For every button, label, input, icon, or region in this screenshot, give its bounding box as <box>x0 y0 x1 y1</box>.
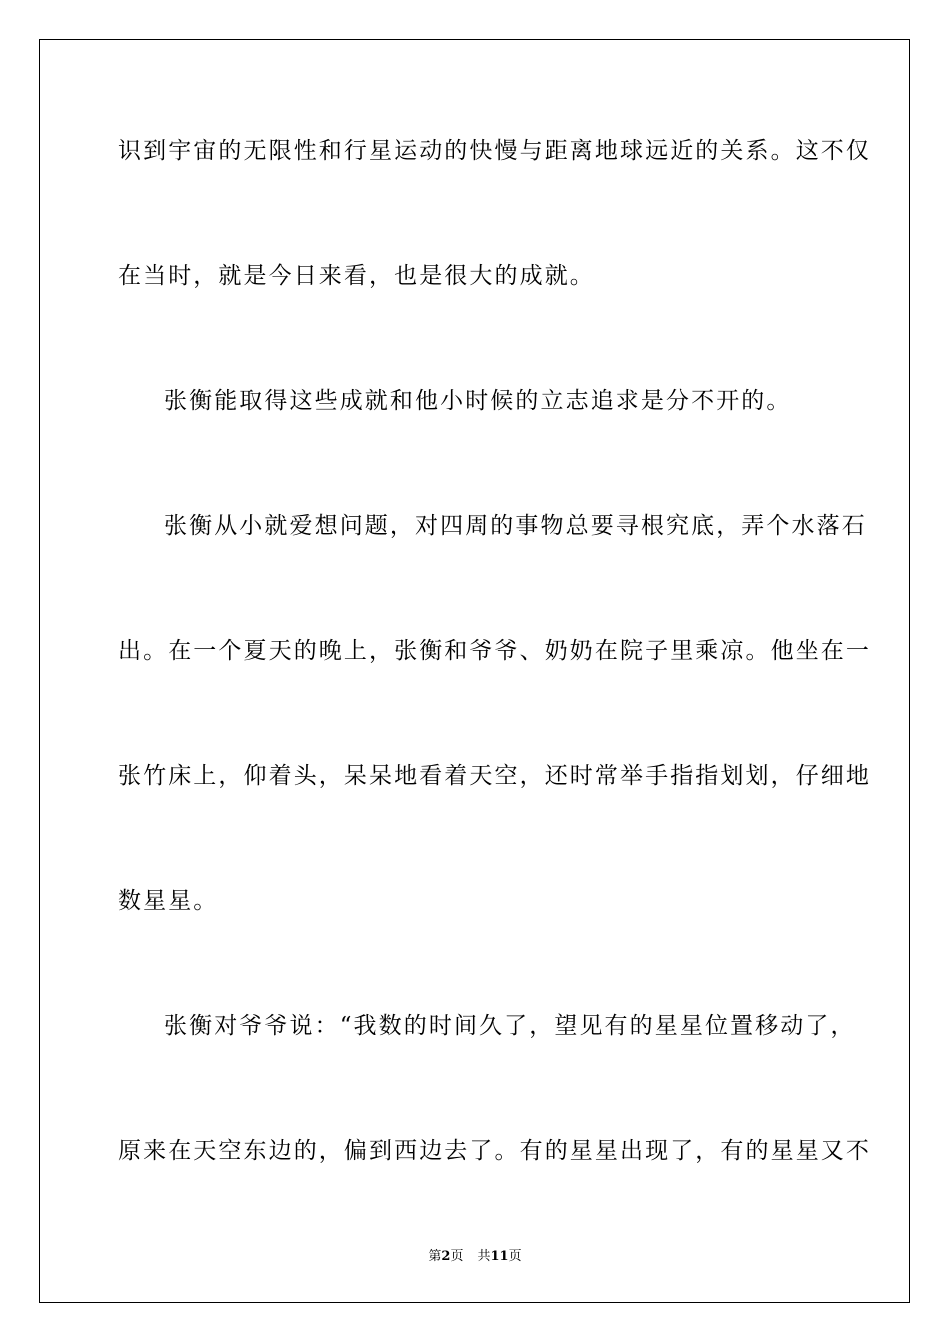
paragraph-line: 张衡能取得这些成就和他小时候的立志追求是分不开的。 <box>164 388 792 414</box>
text-line: 在当时，就是今日来看，也是很大的成就。 <box>118 263 595 289</box>
paragraph-line: 张衡从小就爱想问题，对四周的事物总要寻根究底，弄个水落石 <box>164 513 867 539</box>
text-line: 原来在天空东边的，偏到西边去了。有的星星出现了，有的星星又不 <box>118 1138 871 1164</box>
text-line: 识到宇宙的无限性和行星运动的快慢与距离地球远近的关系。这不仅 <box>118 138 871 164</box>
total-prefix: 共 <box>477 1249 491 1264</box>
text-line: 出。在一个夏天的晚上，张衡和爷爷、奶奶在院子里乘凉。他坐在一 <box>118 638 871 664</box>
text-line: 数星星。 <box>118 888 219 914</box>
total-pages: 11 <box>490 1249 509 1264</box>
text-line: 张竹床上，仰着头，呆呆地看着天空，还时常举手指指划划，仔细地 <box>118 763 871 789</box>
page-number: 2 <box>441 1249 451 1264</box>
total-suffix: 页 <box>508 1249 522 1264</box>
page-footer <box>0 1248 950 1266</box>
paragraph-line: 张衡对爷爷说：“我数的时间久了，望见有的星星位置移动了， <box>164 1013 856 1039</box>
page-border <box>39 39 910 1303</box>
page-prefix: 第 <box>428 1249 442 1264</box>
page-suffix: 页 <box>450 1249 464 1264</box>
